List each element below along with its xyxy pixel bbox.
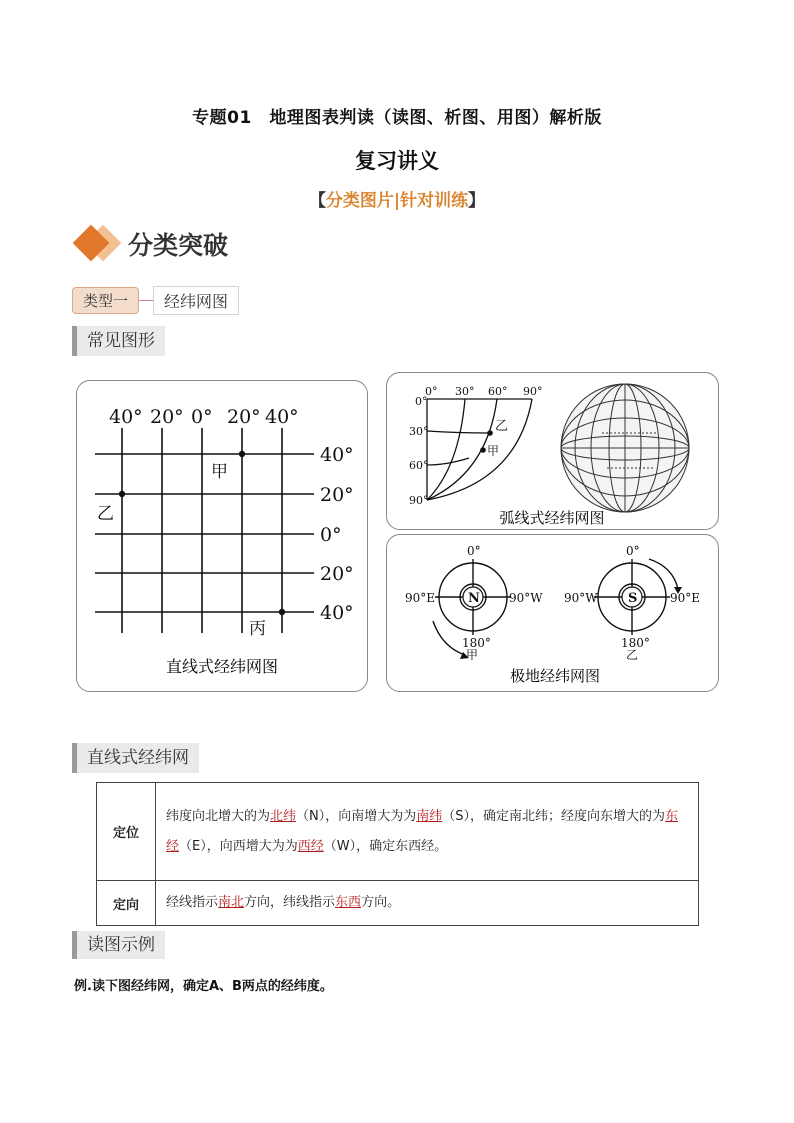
polar-grid-caption: 极地经纬网图: [509, 667, 601, 685]
point-label: 乙: [626, 648, 639, 662]
polar-label: 90°W: [564, 591, 598, 605]
straight-grid-panel: [76, 380, 368, 692]
lon-label: 40°: [109, 406, 143, 428]
reading-example-heading: 读图示例: [72, 931, 165, 959]
lon-label: 0°: [425, 385, 438, 398]
lat-label: 20°: [320, 484, 354, 506]
polar-center: N: [468, 591, 480, 606]
lat-label: 40°: [320, 444, 354, 466]
document-subtitle: 复习讲义: [355, 149, 439, 173]
polar-center: S: [628, 591, 638, 606]
polar-label: 90°E: [405, 591, 436, 605]
lat-label: 30°: [409, 425, 429, 438]
point-label: 甲: [211, 462, 228, 482]
common-figures-heading: 常见图形: [72, 326, 165, 356]
polar-label: 0°: [467, 544, 481, 558]
point-label: 乙: [97, 504, 114, 524]
polar-grid-figure: [387, 535, 718, 691]
straight-grid-table: [96, 782, 699, 926]
lon-label: 60°: [488, 385, 508, 398]
polar-label: 90°W: [509, 591, 543, 605]
lon-label: 90°: [523, 385, 543, 398]
lon-label: 40°: [265, 406, 299, 428]
type-tag: [72, 287, 239, 313]
point-label: 甲: [487, 444, 500, 458]
point-label: 甲: [466, 648, 479, 662]
lon-label: 30°: [455, 385, 475, 398]
lat-label: 20°: [320, 563, 354, 585]
straight-grid-caption: 直线式经纬网图: [165, 657, 279, 676]
polar-label: 180°: [621, 636, 650, 650]
polar-grid-panel: [386, 534, 719, 692]
lon-label: 20°: [227, 406, 261, 428]
polar-label: 180°: [462, 636, 491, 650]
point-label: 丙: [249, 619, 266, 639]
type-tag-label: 经纬网图: [153, 286, 239, 315]
straight-section-heading: 直线式经纬网: [72, 743, 199, 773]
document-title: 专题01 地理图表判读（读图、析图、用图）解析版: [192, 108, 602, 128]
table-row: [97, 783, 699, 881]
row-value: 纬度向北增大的为北纬（N），向南增大为为南纬（S），确定南北纬；经度向东增大的为东经（E），向西增大为为西经（W），确定东西经。: [156, 783, 699, 881]
lon-label: 20°: [150, 406, 184, 428]
lat-label: 0°: [320, 524, 342, 546]
lat-label: 90°: [409, 494, 429, 507]
straight-grid-figure: [77, 381, 367, 691]
polar-label: 90°E: [670, 591, 701, 605]
example-question: 例.读下图经纬网，确定A、B两点的经纬度。: [74, 979, 333, 994]
type-tag-pill: 类型一: [72, 287, 139, 314]
row-value: 经线指示南北方向，纬线指示东西方向。: [156, 881, 699, 926]
table-row: [97, 881, 699, 926]
lat-label: 40°: [320, 602, 354, 624]
row-key: 定位: [97, 783, 156, 881]
polar-label: 0°: [626, 544, 640, 558]
lat-label: 60°: [409, 459, 429, 472]
arc-grid-panel: [386, 372, 719, 530]
globe-icon: [561, 384, 689, 512]
row-key: 定向: [97, 881, 156, 926]
document-tagline: 【分类图片|针对训练】: [308, 191, 486, 211]
arc-grid-figure: [387, 373, 718, 529]
point-label: 乙: [495, 419, 509, 434]
arc-grid-caption: 弧线式经纬网图: [499, 509, 605, 527]
lat-label: 0°: [415, 395, 428, 408]
lon-label: 0°: [191, 406, 213, 428]
